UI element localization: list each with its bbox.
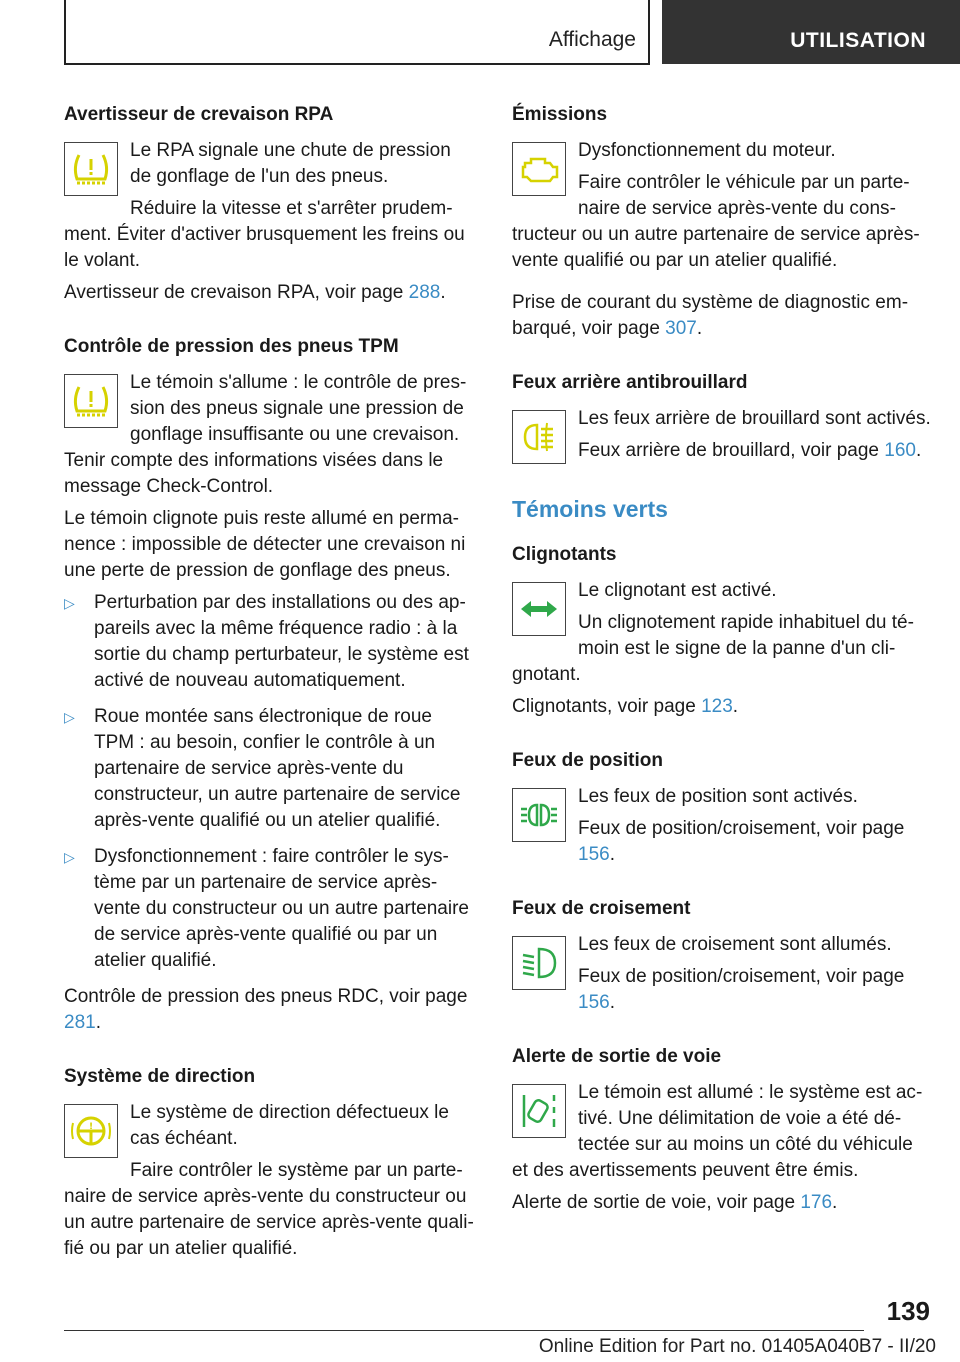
- header-divider: [648, 0, 650, 64]
- paragraph: Les feux de croisement sont allumés.: [578, 934, 892, 955]
- list-item: [64, 704, 474, 834]
- cross-reference: [512, 964, 932, 1016]
- ref-end: .: [609, 992, 615, 1013]
- page-link[interactable]: 288: [408, 282, 441, 303]
- section-emissions: [512, 102, 932, 342]
- triangle-bullet-icon: ▷: [64, 849, 75, 865]
- page-link[interactable]: 123: [701, 696, 733, 717]
- page-link[interactable]: 156: [578, 992, 610, 1013]
- cross-reference: [512, 290, 932, 342]
- paragraph: Le clignotant est activé.: [578, 580, 777, 601]
- page-link[interactable]: 307: [665, 318, 697, 339]
- triangle-bullet-icon: ▷: [64, 595, 75, 611]
- section-title: Alerte de sortie de voie: [512, 1046, 722, 1067]
- ref-text: Prise de courant du système de diagnostic embarqué, voir page: [512, 292, 909, 339]
- cross-reference: [512, 694, 932, 720]
- ref-end: .: [832, 1192, 838, 1213]
- paragraph: Faire contrôler le véhicule par un partenaire de service après-vente du constructeur ou un autre partenaire de service après-vente qualifié ou par un atelier qualifié.: [512, 172, 920, 271]
- paragraph: Le système de direction défectueux le cas échéant.: [130, 1102, 449, 1149]
- paragraph: Dysfonctionnement du moteur.: [578, 140, 836, 161]
- section-turn-signals: [512, 542, 932, 720]
- engine-check-icon: [512, 142, 566, 196]
- tire-pressure-warning-icon: [64, 374, 118, 428]
- ref-text: Alerte de sortie de voie, voir page: [512, 1192, 801, 1213]
- page-header: [0, 0, 960, 66]
- steering-wheel-warning-icon: [64, 1104, 118, 1158]
- footer-edition: Online Edition for Part no. 01405A040B7 - II/20: [538, 1336, 936, 1357]
- section-rear-fog: [512, 370, 932, 466]
- paragraph: Le témoin clignote puis reste allumé en permanence : impossible de détecter une crevaison ni une perte de pression de gonflage des pneus.: [64, 508, 466, 581]
- paragraph: Un clignotement rapide inhabituel du témoin est le signe de la panne d'un clignotant.: [512, 612, 914, 685]
- ref-end: .: [609, 844, 615, 865]
- header-bottom-rule: [64, 63, 650, 65]
- position-lights-icon: [512, 788, 566, 842]
- svg-text:!: !: [88, 1122, 94, 1132]
- section-rpa: [64, 102, 474, 306]
- cross-reference: [512, 816, 932, 868]
- page-link[interactable]: 281: [64, 1012, 96, 1033]
- paragraph: Le RPA signale une chute de pression de gonflage de l'un des pneus.: [130, 140, 451, 187]
- section-title: Feux arrière antibrouillard: [512, 372, 748, 393]
- ref-text: Contrôle de pression des pneus RDC, voir page: [64, 986, 468, 1007]
- ref-text: Feux de position/croisement, voir page: [578, 966, 905, 987]
- section-title: Avertisseur de crevaison RPA: [64, 104, 334, 125]
- paragraph: Le témoin s'allume : le contrôle de pression des pneus signale une pression de gonflage insuffisante ou une crevaison. Tenir compte des informations visées dans le message Check-Control.: [64, 372, 467, 497]
- lane-departure-icon: [512, 1084, 566, 1138]
- section-title: Contrôle de pression des pneus TPM: [64, 336, 399, 357]
- left-column: [64, 102, 474, 1290]
- header-section-label: Affichage: [548, 28, 636, 51]
- section-steering: [64, 1064, 474, 1262]
- paragraph: Faire contrôler le système par un partenaire de service après-vente du constructeur ou un autre partenaire de service après-vente qualifié ou par un atelier qualifié.: [64, 1160, 474, 1259]
- ref-end: .: [95, 1012, 101, 1033]
- ref-end: .: [696, 318, 703, 339]
- page-number: 139: [886, 1296, 930, 1326]
- ref-end: .: [732, 696, 739, 717]
- ref-text: Avertisseur de crevaison RPA, voir page: [64, 282, 409, 303]
- triangle-bullet-icon: ▷: [64, 709, 75, 725]
- green-indicators-heading: Témoins verts: [512, 496, 668, 522]
- rear-fog-light-icon: [512, 410, 566, 464]
- section-title: Émissions: [512, 104, 608, 125]
- section-title: Feux de position: [512, 750, 663, 771]
- ref-text: Feux arrière de brouillard, voir page: [578, 440, 885, 461]
- header-chapter-tab: UTILISATION: [662, 0, 960, 64]
- list-item: [64, 590, 474, 694]
- cross-reference: [512, 438, 932, 464]
- section-low-beam: [512, 896, 932, 1016]
- tire-pressure-warning-icon: [64, 142, 118, 196]
- ref-text: Clignotants, voir page: [512, 696, 702, 717]
- cross-reference: [512, 1190, 932, 1216]
- page-link[interactable]: 156: [578, 844, 610, 865]
- list-item: [64, 844, 474, 974]
- header-left-rule: [64, 0, 66, 64]
- bullet-list: [64, 590, 474, 974]
- list-item-text: Perturbation par des installations ou des appareils avec la même fréquence radio : à la sortie du champ perturbateur, le système est activé de nouveau automatiquement.: [94, 592, 469, 691]
- section-lane-departure: [512, 1044, 932, 1216]
- turn-signal-icon: [512, 582, 566, 636]
- ref-end: .: [915, 440, 922, 461]
- low-beam-icon: [512, 936, 566, 990]
- footer-rule: [64, 1330, 864, 1331]
- ref-text: Feux de position/croisement, voir page: [578, 818, 905, 839]
- list-item-text: Dysfonctionnement : faire contrôler le système par un partenaire de service après-vente du constructeur ou un autre partenaire de service après-vente qualifié ou par un atelier qualifié.: [94, 846, 469, 971]
- ref-end: .: [440, 282, 446, 303]
- section-title: Système de direction: [64, 1066, 256, 1087]
- paragraph: Le témoin est allumé : le système est activé. Une délimitation de voie a été détectée sur au moins un côté du véhicule et des avertissements peuvent être émis.: [512, 1082, 923, 1181]
- paragraph: Réduire la vitesse et s'arrêter prudemment. Éviter d'activer brusquement les freins ou le volant.: [64, 198, 465, 271]
- paragraph: Les feux arrière de brouillard sont activés.: [578, 408, 931, 429]
- section-tpm: [64, 334, 474, 1036]
- page-link[interactable]: 160: [884, 440, 916, 461]
- section-title: Clignotants: [512, 544, 617, 565]
- right-column: [512, 102, 932, 1244]
- section-title: Feux de croisement: [512, 898, 691, 919]
- paragraph: Les feux de position sont activés.: [578, 786, 858, 807]
- section-position-lights: [512, 748, 932, 868]
- cross-reference: [64, 280, 474, 306]
- list-item-text: Roue montée sans électronique de roue TPM : au besoin, confier le contrôle à un partenaire de service après-vente du constructeur, un autre partenaire de service après-vente qualifié ou un atelier qualifié.: [94, 706, 461, 831]
- page-link[interactable]: 176: [800, 1192, 833, 1213]
- cross-reference: [64, 984, 474, 1036]
